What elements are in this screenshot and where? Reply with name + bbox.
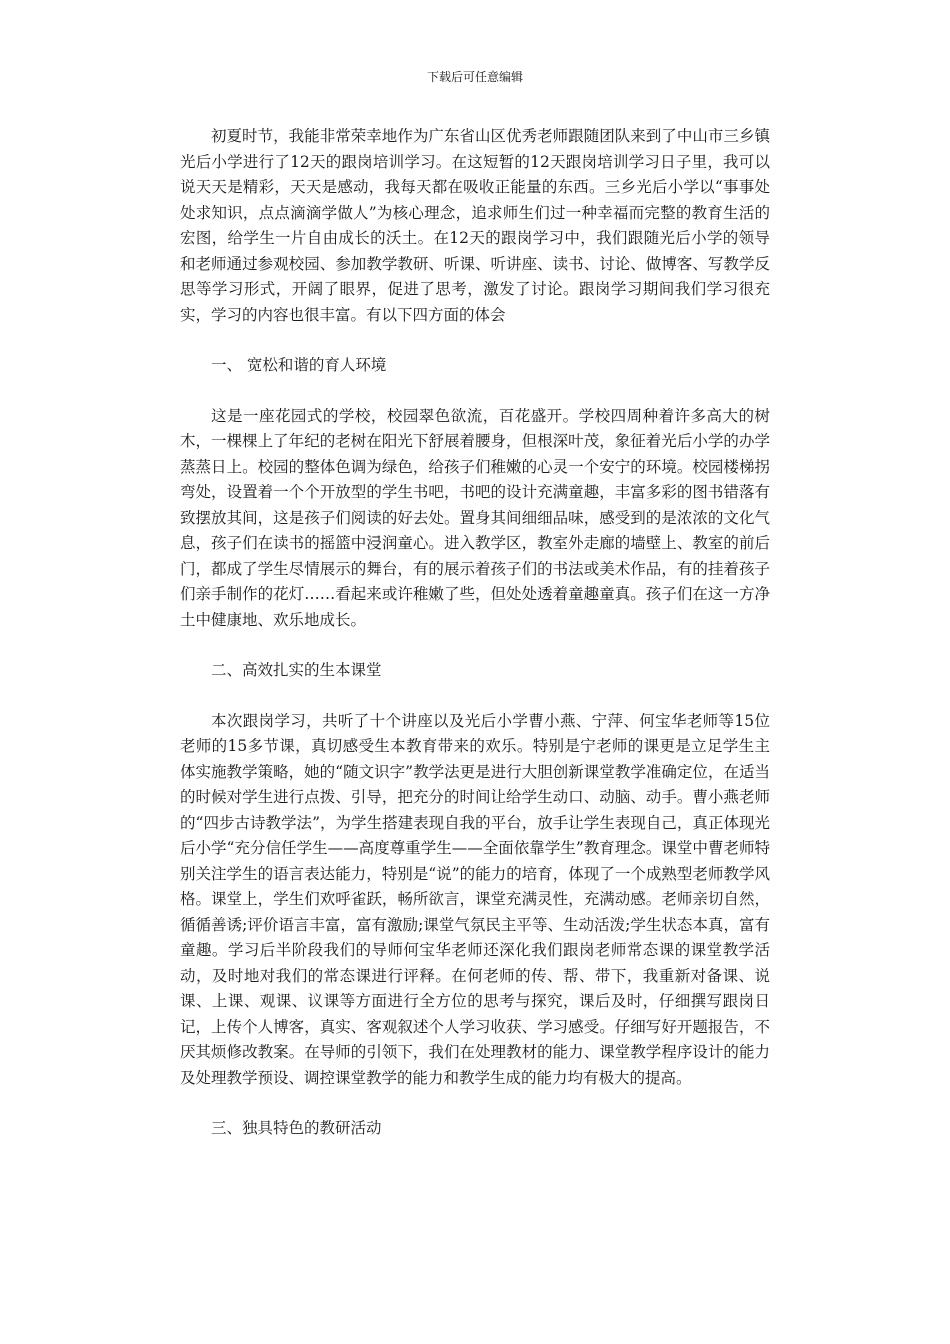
header-note: 下载后可任意编辑 (426, 70, 523, 84)
section-heading-2: 二、高效扎实的生本课堂 (211, 661, 382, 679)
spacer (180, 379, 770, 404)
section-heading-1: 一、 宽松和谐的育人环境 (211, 356, 387, 374)
document-body (180, 124, 770, 1142)
section-body-2: 本次跟岗学习，共听了十个讲座以及光后小学曹小燕、宁萍、何宝华老师等15位老师的15多节课，真切感受生本教育带来的欢乐。特别是宁老师的课更是立足学生主体实施教学策略，她的“随文识字”教学法更是进行大胆创新课堂教学准确定位，在适当的时候对学生进行点拨、引导，把充分的时间让给学生动口、动脑、动手。曹小燕老师的“四步古诗教学法”，为学生搭建表现自我的平台，放手让学生表现自己，真正体现光后小学“充分信任学生——高度尊重学生——全面依靠学生”教育理念。课堂中曹老师特别关注学生的语言表达能力，特别是“说”的能力的培育，体现了一个成熟型老师教学风格。课堂上，学生们欢呼雀跃，畅所欲言，课堂充满灵性，充满动感。老师亲切自然，循循善诱;评价语言丰富，富有激励;课堂气氛民主平等、生动活泼;学生状态本真，富有童趣。学习后半阶段我们的导师何宝华老师还深化我们跟岗老师常态课的课堂教学活动，及时地对我们的常态课进行评释。在何老师的传、帮、带下，我重新对备课、说课、上课、观课、议课等方面进行全方位的思考与探究，课后及时，仔细撰写跟岗日记，上传个人博客，真实、客观叙述个人学习收获、学习感受。仔细写好开题报告，不厌其烦修改教案。在导师的引领下，我们在处理教材的能力、课堂教学程序设计的能力及处理教学预设、调控课堂教学的能力和教学生成的能力均有极大的提高。 (180, 711, 770, 1087)
spacer (180, 328, 770, 353)
section-heading-3: 三、独具特色的教研活动 (211, 1119, 382, 1137)
spacer (180, 633, 770, 658)
spacer (180, 1091, 770, 1116)
spacer (180, 684, 770, 709)
section-body-1: 这是一座花园式的学校，校园翠色欲流，百花盛开。学校四周种着许多高大的树木，一棵棵上了年纪的老树在阳光下舒展着腰身，但根深叶茂，象征着光后小学的办学蒸蒸日上。校园的整体色调为绿色，给孩子们稚嫩的心灵一个安宁的环境。校园楼梯拐弯处，设置着一个个开放型的学生书吧，书吧的设计充满童趣，丰富多彩的图书错落有致摆放其间，这是孩子们阅读的好去处。置身其间细细品味，感受到的是浓浓的文化气息，孩子们在读书的摇篮中浸润童心。进入教学区，教室外走廊的墙壁上、教室的前后门，都成了学生尽情展示的舞台，有的展示着孩子们的书法或美术作品，有的挂着孩子们亲手制作的花灯……看起来或许稚嫩了些，但处处透着童趣童真。孩子们在这一方净土中健康地、欢乐地成长。 (180, 406, 770, 629)
intro-paragraph: 初夏时节，我能非常荣幸地作为广东省山区优秀老师跟随团队来到了中山市三乡镇光后小学进行了12天的跟岗培训学习。在这短暂的12天跟岗培训学习日子里，我可以说天天是精彩，天天是感动，我每天都在吸收正能量的东西。三乡光后小学以“事事处处求知识，点点滴滴学做人”为核心理念，追求师生们过一种幸福而完整的教育生活的宏图，给学生一片自由成长的沃土。在12天的跟岗学习中，我们跟随光后小学的领导和老师通过参观校园、参加教学教研、听课、听讲座、读书、讨论、做博客、写教学反思等学习形式，开阔了眼界，促进了思考，激发了讨论。跟岗学习期间我们学习很充实，学习的内容也很丰富。有以下四方面的体会 (180, 127, 770, 324)
